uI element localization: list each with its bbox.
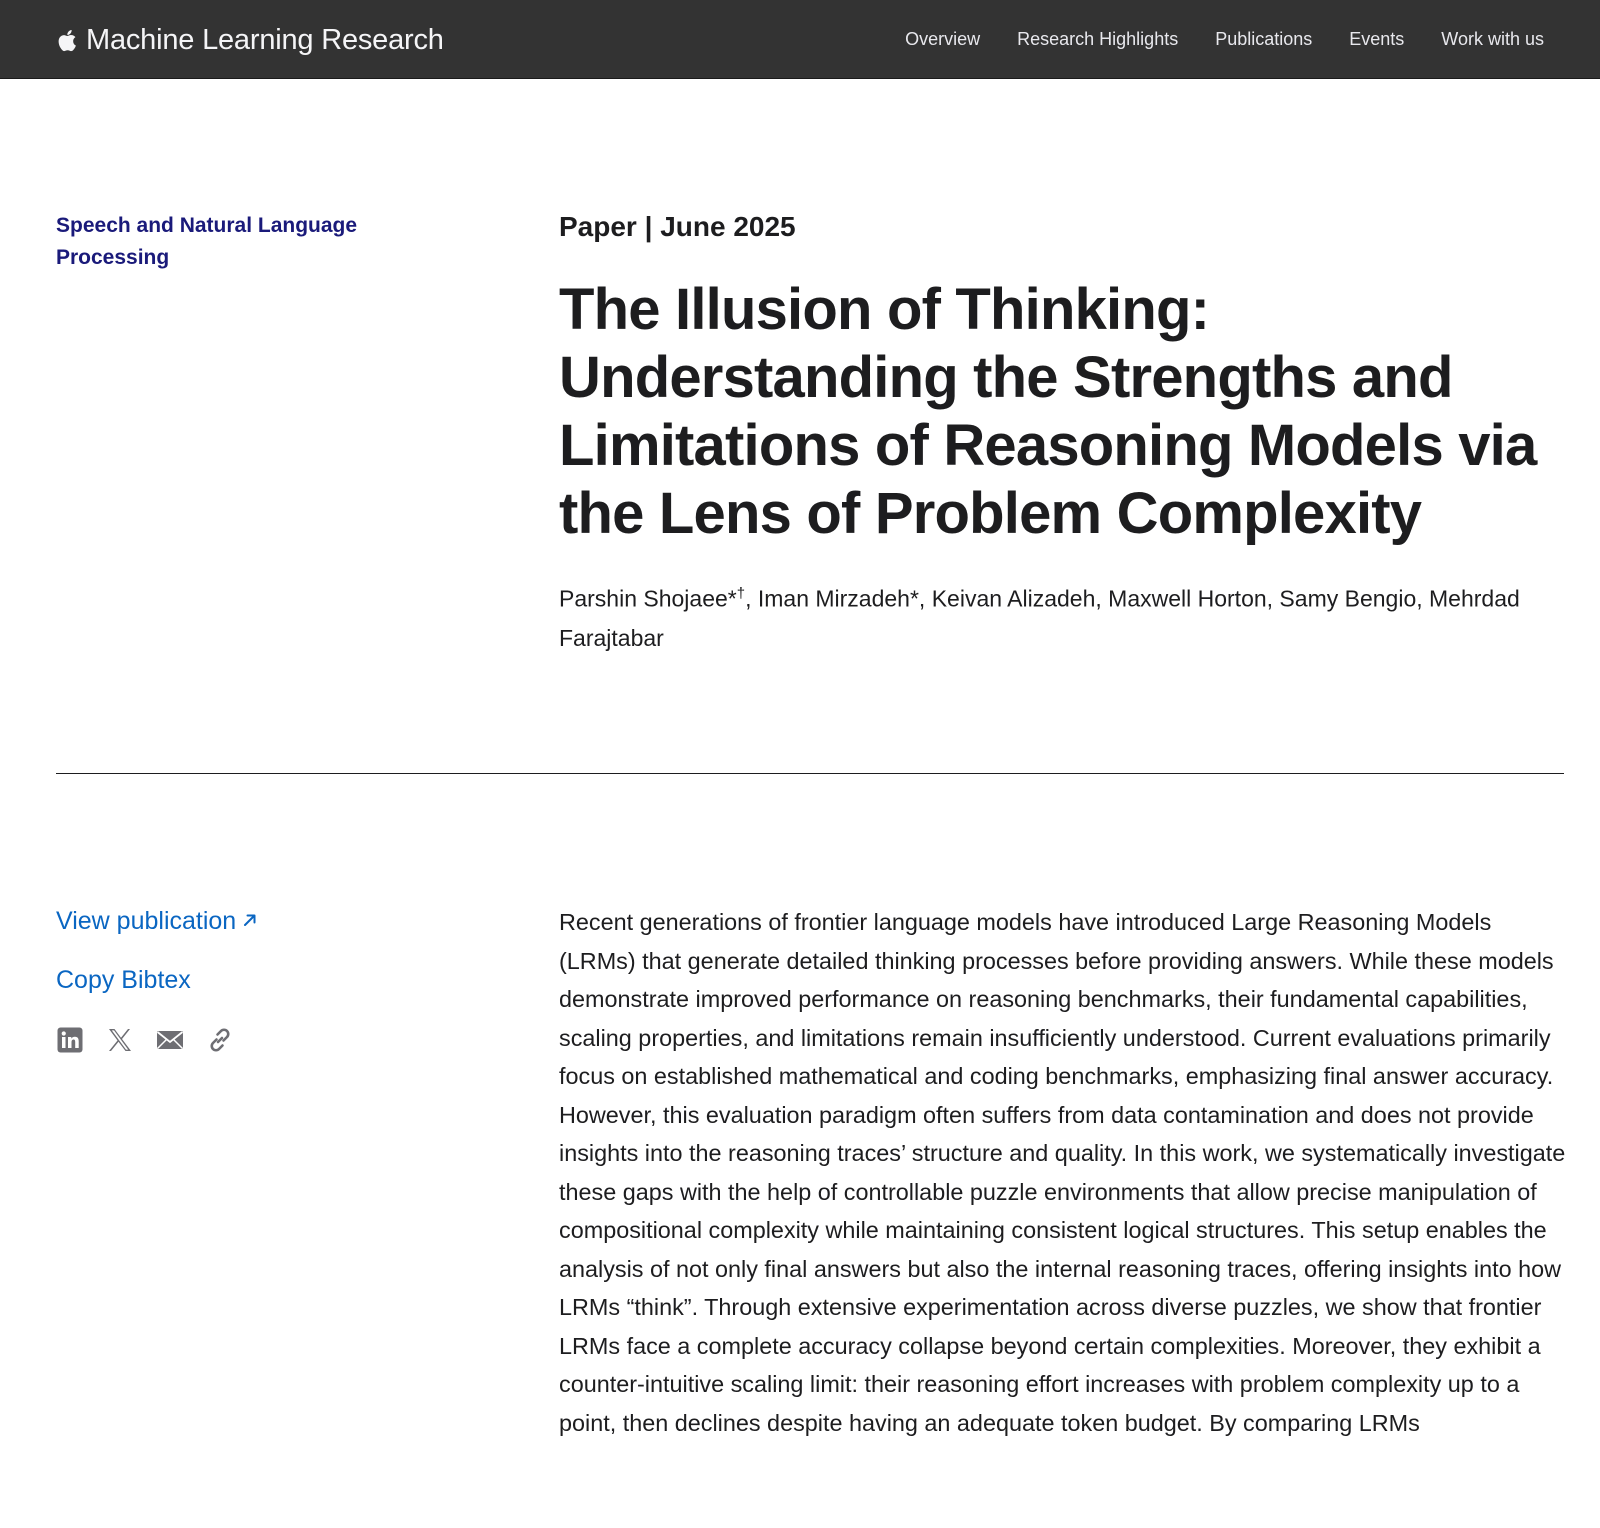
authors <box>559 574 1564 658</box>
first-author: Parshin Shojaee* <box>559 585 737 612</box>
page-title: The Illusion of Thinking: Understanding the Strengths and Limitations of Reasoning Models via the Lens of Problem Complexity <box>559 277 1537 546</box>
nav-work-with-us[interactable]: Work with us <box>1441 29 1544 49</box>
view-publication-link[interactable] <box>56 903 456 939</box>
brand-title: Machine Learning Research <box>86 23 444 56</box>
nav-overview[interactable]: Overview <box>905 29 981 49</box>
author-mark: † <box>736 585 746 602</box>
x-icon[interactable] <box>106 1026 134 1054</box>
other-authors: , Iman Mirzadeh*, Keivan Alizadeh, Maxwell Horton, Samy Bengio, Mehrdad Farajtabar <box>559 585 1520 651</box>
linkedin-icon[interactable] <box>56 1026 84 1054</box>
arrow-up-right-icon <box>242 912 258 928</box>
top-navigation <box>0 0 1600 79</box>
nav-publications[interactable]: Publications <box>1215 29 1313 49</box>
nav-events[interactable]: Events <box>1349 29 1405 49</box>
paper-meta: Paper | June 2025 <box>559 211 796 242</box>
link-icon[interactable] <box>206 1026 234 1054</box>
apple-logo-icon <box>56 28 77 53</box>
brand-link[interactable] <box>56 22 444 58</box>
view-publication-label: View publication <box>56 907 237 935</box>
abstract-text: Recent generations of frontier language models have introduced Large Reasoning Models (LRMs) that generate detailed thinking processes before providing answers. While these models demonstrate improved performance on reasoning benchmarks, their fundamental capabilities, scaling properties, and limitations remain insufficiently understood. Current evaluations primarily focus on established mathematical and coding benchmarks, emphasizing final answer accuracy. However, this evaluation paradigm often suffers from data contamination and does not provide insights into the reasoning traces’ structure and quality. In this work, we systematically investigate these gaps with the help of controllable puzzle environments that allow precise manipulation of compositional complexity while maintaining consistent logical structures. This setup enables the analysis of not only final answers but also the internal reasoning traces, offering insights into how LRMs “think”. Through extensive experimentation across diverse puzzles, we show that frontier LRMs face a complete accuracy collapse beyond certain complexities. Moreover, they exhibit a counter-intuitive scaling limit: their reasoning effort increases with problem complexity up to a point, then declines despite having an adequate token budget. By comparing LRMs <box>559 909 1566 1436</box>
sidebar <box>56 903 456 1054</box>
paper-header <box>559 208 1564 658</box>
nav-research-highlights[interactable]: Research Highlights <box>1017 29 1179 49</box>
category-link[interactable]: Speech and Natural Language Processing <box>56 214 358 269</box>
mail-icon[interactable] <box>156 1026 184 1054</box>
section-divider <box>56 773 1564 774</box>
nav-links <box>905 0 1544 79</box>
share-icons <box>56 1026 456 1054</box>
copy-bibtex-button[interactable]: Copy Bibtex <box>56 966 191 994</box>
